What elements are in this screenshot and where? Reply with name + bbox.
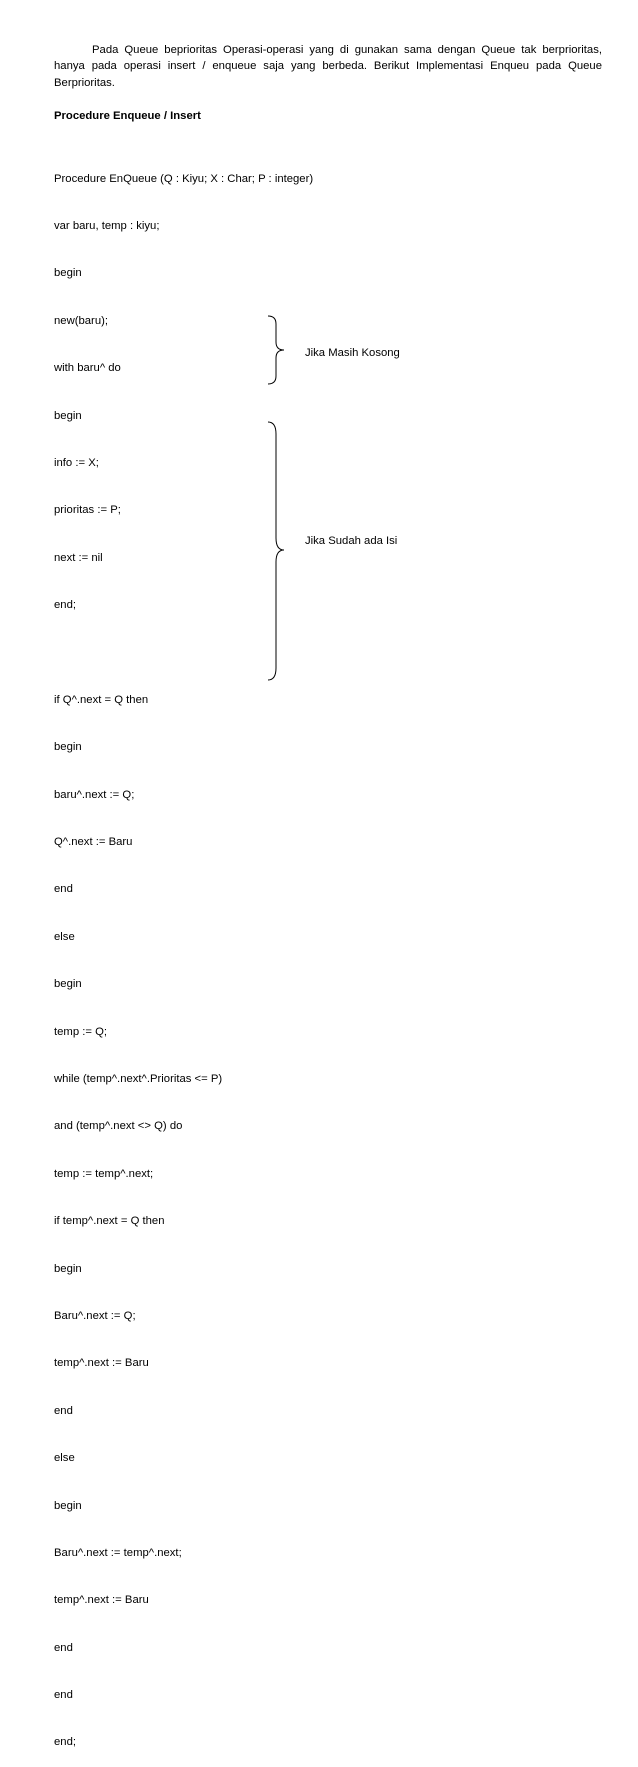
- code-line: var baru, temp : kiyu;: [54, 219, 160, 232]
- code-line: temp^.next := Baru: [54, 1594, 149, 1607]
- code-line: end: [54, 1689, 73, 1702]
- code-line: else: [54, 930, 75, 943]
- code-line: baru^.next := Q;: [54, 788, 135, 801]
- section-heading: Procedure Enqueue / Insert: [54, 110, 201, 122]
- code-line: Baru^.next := Q;: [54, 1309, 136, 1322]
- code-line: temp := temp^.next;: [54, 1167, 154, 1180]
- code-line: temp^.next := Baru: [54, 1357, 149, 1370]
- code-line: begin: [54, 978, 82, 991]
- brace-empty-icon: [262, 314, 288, 386]
- code-line: end;: [54, 599, 76, 612]
- code-line: if temp^.next = Q then: [54, 1215, 165, 1228]
- code-line: begin: [54, 267, 82, 280]
- code-line: prioritas := P;: [54, 504, 121, 517]
- annotation-empty: Jika Masih Kosong: [305, 347, 400, 359]
- code-line: begin: [54, 1499, 82, 1512]
- code-line: begin: [54, 409, 82, 422]
- brace-filled-icon: [262, 420, 288, 682]
- code-line: begin: [54, 741, 82, 754]
- code-line: next := nil: [54, 551, 103, 564]
- code-line: temp := Q;: [54, 1025, 108, 1038]
- code-line: if Q^.next = Q then: [54, 693, 149, 706]
- code-line: Baru^.next := temp^.next;: [54, 1546, 182, 1559]
- code-line: end: [54, 1641, 73, 1654]
- code-line: while (temp^.next^.Prioritas <= P): [54, 1073, 223, 1086]
- code-line: end;: [54, 1736, 76, 1749]
- code-line: with baru^ do: [54, 362, 121, 375]
- code-line: end: [54, 1404, 73, 1417]
- code-line: else: [54, 1452, 75, 1465]
- code-line: end: [54, 883, 73, 896]
- code-line: info := X;: [54, 456, 99, 469]
- code-line: Q^.next := Baru: [54, 836, 133, 849]
- code-line: Procedure EnQueue (Q : Kiyu; X : Char; P : integer): [54, 172, 314, 185]
- code-line: begin: [54, 1262, 82, 1275]
- annotation-filled: Jika Sudah ada Isi: [305, 535, 398, 547]
- code-line: and (temp^.next <> Q) do: [54, 1120, 183, 1133]
- intro-paragraph: Pada Queue beprioritas Operasi-operasi yang di gunakan sama dengan Queue tak berprioritas, hanya pada operasi insert / enqueue saja yang berbeda. Berikut Implementasi Enqueu pada Queue Berprioritas.: [54, 44, 602, 89]
- code-line: new(baru);: [54, 314, 108, 327]
